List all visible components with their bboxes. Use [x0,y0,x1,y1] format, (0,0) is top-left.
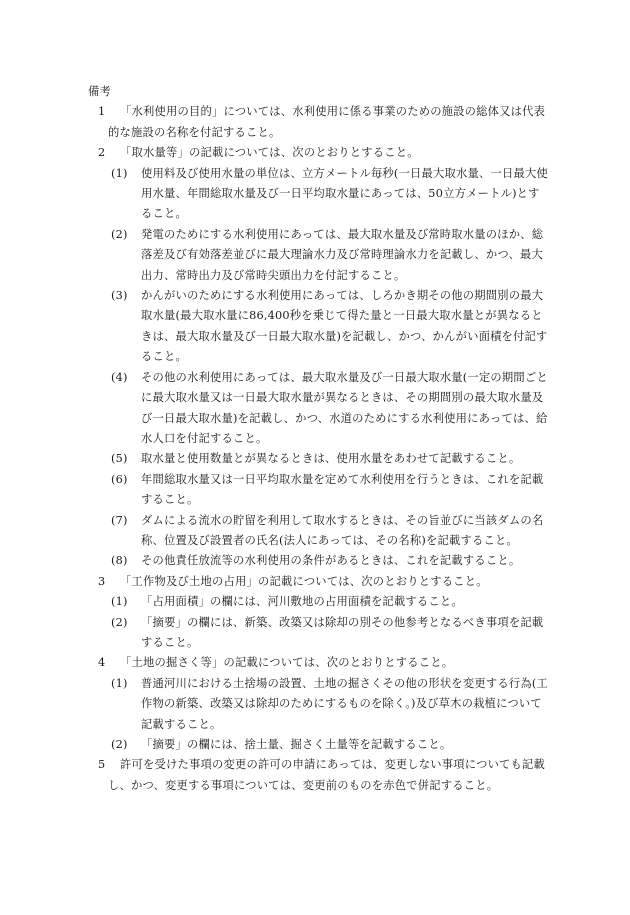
subitem-number: (1) [111,595,128,609]
remark-item-3 [88,572,548,592]
remark-item-1 [88,102,548,143]
subitem-text: 普通河川における土捨場の設置、土地の掘さくその他の形状を変更する行為(工作物の新築、改築又は除却のためにするものを除く。)及び草木の栽植について記載すること。 [141,676,549,731]
subitem-text: 発電のためにする水利使用にあっては、最大取水量及び常時取水量のほか、総落差及び有効落差並びに最大理論水力及び常時理論水力を記載し、かつ、最大出力、常時出力及び常時尖頭出力を付記すること。 [141,227,544,282]
subitem-number: (2) [111,615,128,629]
subitem-number: (7) [111,513,128,527]
remark-item-5 [88,755,548,796]
remark-item-4 [88,653,548,673]
remark-item-2-sub-4 [88,368,548,450]
subitem-text: 「占用面積」の欄には、河川敷地の占用面積を記載すること。 [141,595,463,609]
item-number: 4 [98,656,106,670]
item-number: 3 [98,574,106,588]
subitem-text: その他責任放流等の水利使用の条件があるときは、これを記載すること。 [141,554,521,568]
document-body [88,82,548,796]
remark-item-2-sub-8 [88,551,548,571]
item-text: 「水利使用の目的」については、水利使用に係る事業のための施設の総体又は代表的な施設の名称を付記すること。 [108,105,546,139]
remark-item-2-sub-7 [88,511,548,552]
subitem-text: その他の水利使用にあっては、最大取水量及び一日最大取水量(一定の期間ごとに最大取水量又は一日最大取水量が異なるときは、その期間別の最大取水量及び一日最大取水量)を記載し、かつ、水道のためにする水利使用にあっては、給水人口を付記すること。 [141,370,548,445]
remark-item-3-sub-2 [88,613,548,654]
subitem-number: (3) [111,289,128,303]
remarks-heading: 備考 [88,85,111,98]
subitem-text: かんがいのためにする水利使用にあっては、しろかき期その他の期間別の最大取水量(最大取水量に86,400秒を乗じて得た量と一日最大取水量とが異なるときは、最大取水量及び一日最大取水量)を記載し、かつ、かんがい面積を付記すること。 [141,289,548,364]
subitem-text: 使用料及び使用水量の単位は、立方メートル毎秒(一日最大取水量、一日最大使用水量、年間総取水量及び一日平均取水量にあっては、50立方メートル)とすること。 [141,166,549,221]
subitem-number: (2) [111,227,128,241]
remark-item-2 [88,143,548,163]
subitem-text: 「摘要」の欄には、新築、改築又は除却の別その他参考となるべき事項を記載すること。 [141,615,544,649]
subitem-number: (4) [111,370,128,384]
subitem-number: (2) [111,738,128,751]
subitem-number: (1) [111,166,128,180]
subitem-number: (5) [111,452,128,466]
subitem-text: ダムによる流水の貯留を利用して取水するときは、その旨並びに当該ダムの名称、位置及び設置者の氏名(法人にあっては、その名称)を記載すること。 [141,513,544,547]
item-text: 「工作物及び土地の占用」の記載については、次のとおりとすること。 [120,574,488,588]
subitem-text: 取水量と使用数量とが異なるときは、使用水量をあわせて記載すること。 [141,452,521,466]
item-text: 許可を受けた事項の変更の許可の申請にあっては、変更しない事項についても記載し、かつ、変更する事項については、変更前のものを赤色で併記すること。 [108,758,546,792]
subitem-text: 年間総取水量又は一日平均取水量を定めて水利使用を行うときは、これを記載すること。 [141,472,544,507]
remark-item-2-sub-1 [88,164,548,225]
remark-item-2-sub-2 [88,225,548,286]
remark-item-4-sub-2 [88,735,548,755]
item-number: 5 [98,758,106,772]
subitem-number: (6) [111,472,128,486]
remark-item-2-sub-3 [88,286,548,368]
item-text: 「土地の掘さく等」の記載については、次のとおりとすること。 [120,656,454,670]
item-text: 「取水量等」の記載については、次のとおりとすること。 [120,146,419,160]
remark-item-2-sub-6 [88,470,548,511]
item-number: 1 [98,105,106,119]
subitem-number: (1) [111,676,128,690]
subitem-text: 「摘要」の欄には、捨土量、掘さく土量等を記載すること。 [141,738,452,751]
remark-item-4-sub-1 [88,674,548,735]
remark-item-3-sub-1 [88,592,548,612]
remark-item-2-sub-5 [88,449,548,469]
subitem-number: (8) [111,554,128,568]
item-number: 2 [98,146,106,160]
